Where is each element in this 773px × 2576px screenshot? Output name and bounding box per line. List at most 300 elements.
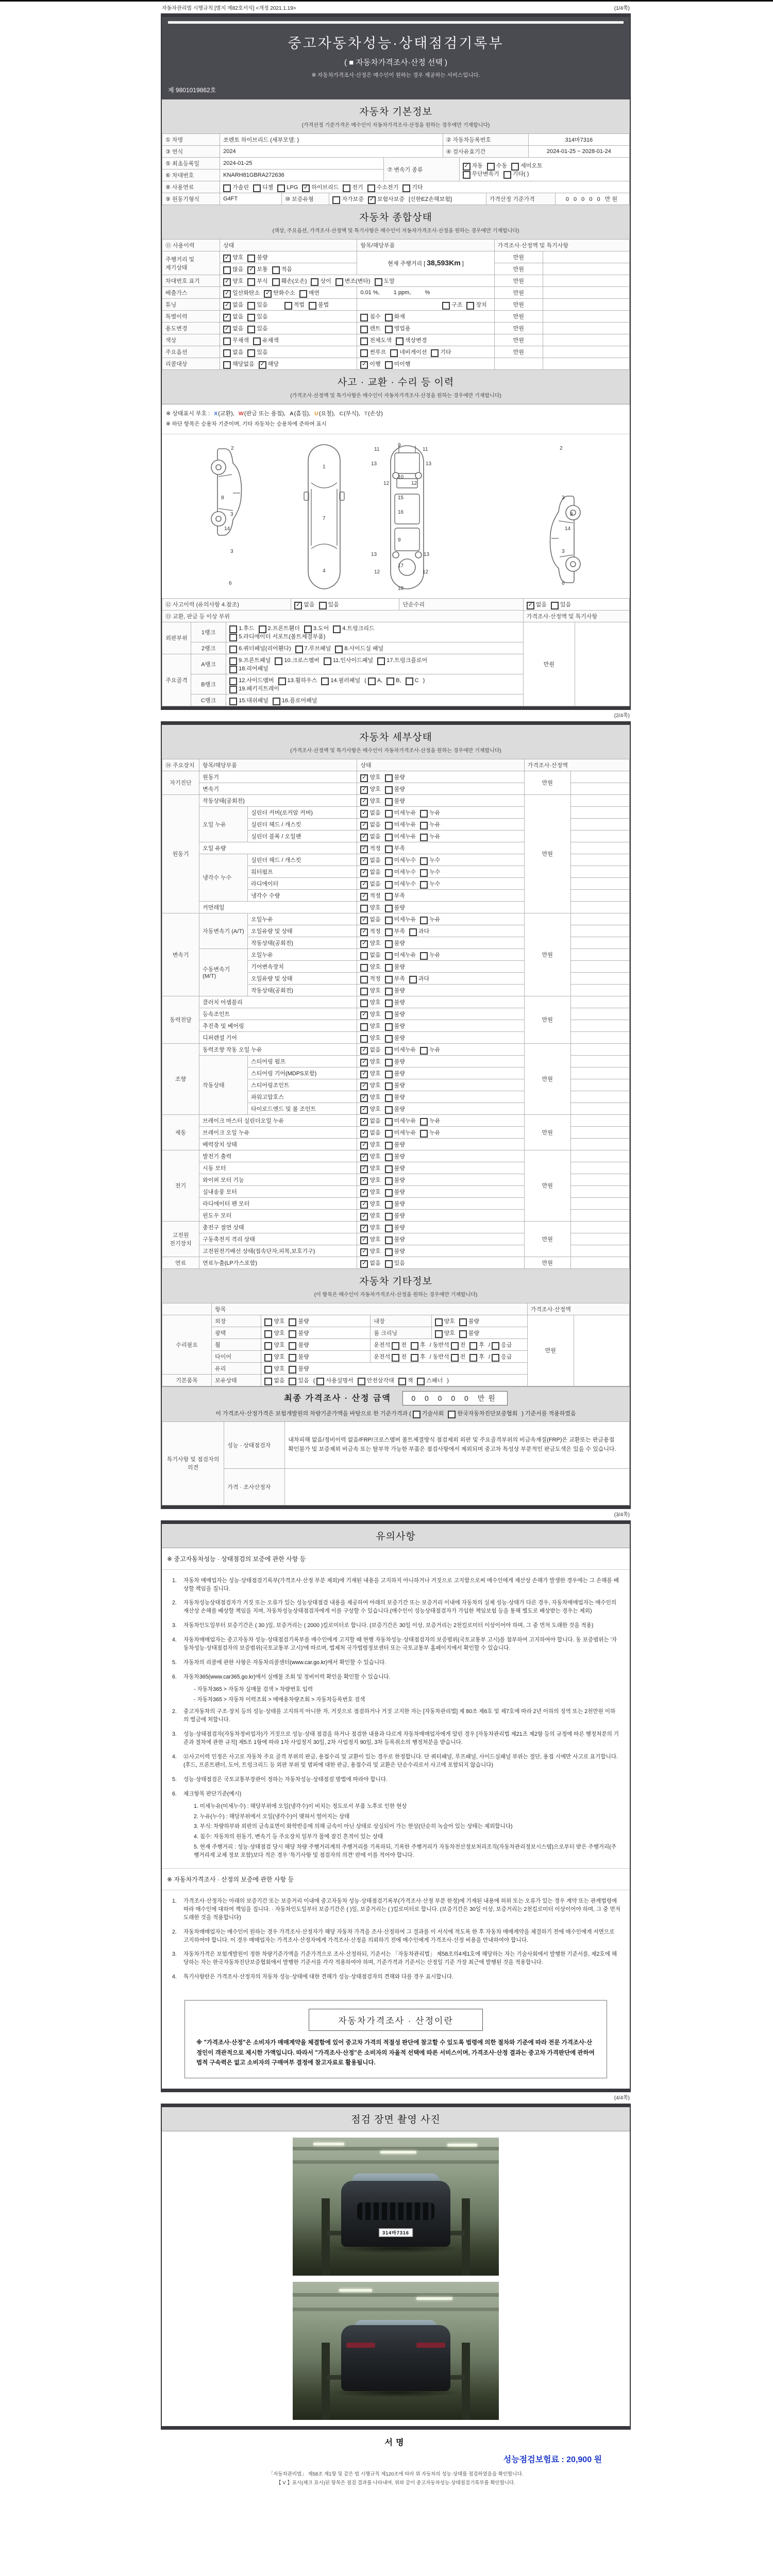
checkbox-option[interactable]: [259, 360, 279, 368]
checkbox[interactable]: [448, 1411, 456, 1418]
checkbox[interactable]: ✓: [360, 361, 368, 369]
checkbox-option[interactable]: [264, 1376, 284, 1384]
checkbox[interactable]: [409, 928, 417, 936]
checkbox-option[interactable]: [360, 1223, 380, 1231]
checkbox[interactable]: [247, 349, 255, 357]
checkbox-option[interactable]: [385, 1188, 405, 1196]
checkbox[interactable]: ✓: [259, 361, 266, 369]
checkbox-option[interactable]: [360, 832, 380, 840]
checkbox[interactable]: [299, 290, 307, 298]
checkbox-option[interactable]: [229, 664, 268, 672]
checkbox-option[interactable]: [360, 1057, 380, 1065]
checkbox-option[interactable]: [385, 844, 405, 852]
checkbox-option[interactable]: [469, 1341, 484, 1349]
checkbox-option[interactable]: [385, 1128, 416, 1137]
checkbox-option[interactable]: [411, 1341, 426, 1349]
checkbox[interactable]: [420, 822, 428, 829]
checkbox-option[interactable]: [358, 1376, 394, 1384]
checkbox-option[interactable]: [278, 676, 317, 684]
checkbox[interactable]: [385, 1023, 393, 1031]
checkbox[interactable]: [492, 1342, 499, 1350]
checkbox-option[interactable]: [466, 300, 486, 309]
checkbox[interactable]: ✓: [223, 290, 231, 298]
checkbox[interactable]: [551, 602, 559, 609]
checkbox-option[interactable]: [264, 1364, 284, 1372]
checkbox-option[interactable]: [487, 161, 507, 170]
checkbox-option[interactable]: [392, 1352, 407, 1361]
checkbox[interactable]: ✓: [360, 1011, 368, 1019]
checkbox-option[interactable]: [360, 820, 380, 828]
checkbox[interactable]: [420, 810, 428, 818]
checkbox-option[interactable]: [375, 277, 395, 285]
checkbox[interactable]: [442, 302, 450, 310]
checkbox[interactable]: ✓: [223, 302, 231, 310]
checkbox[interactable]: [385, 1047, 393, 1055]
checkbox[interactable]: ✓: [360, 1260, 368, 1268]
checkbox[interactable]: ✓: [360, 810, 368, 818]
checkbox-option[interactable]: [398, 1376, 413, 1384]
checkbox-option[interactable]: [289, 1352, 309, 1361]
checkbox[interactable]: [385, 928, 393, 936]
checkbox[interactable]: [385, 1071, 393, 1078]
checkbox[interactable]: [385, 976, 393, 984]
checkbox-option[interactable]: [302, 183, 339, 191]
checkbox[interactable]: [420, 1047, 428, 1055]
checkbox[interactable]: [411, 1342, 418, 1350]
checkbox-option[interactable]: [385, 1010, 405, 1018]
checkbox[interactable]: [385, 1011, 393, 1019]
checkbox-option[interactable]: [385, 939, 405, 947]
checkbox[interactable]: [247, 314, 255, 321]
checkbox-option[interactable]: [223, 253, 243, 261]
checkbox[interactable]: ✓: [360, 940, 368, 948]
checkbox-option[interactable]: [316, 1376, 353, 1384]
checkbox[interactable]: [284, 302, 292, 310]
checkbox[interactable]: ✓: [360, 1059, 368, 1066]
checkbox[interactable]: ✓: [360, 845, 368, 853]
checkbox-option[interactable]: [223, 289, 260, 297]
checkbox[interactable]: [324, 657, 331, 665]
checkbox[interactable]: [367, 184, 375, 192]
checkbox[interactable]: [385, 1106, 393, 1114]
checkbox[interactable]: ✓: [360, 1082, 368, 1090]
checkbox[interactable]: [289, 1366, 296, 1374]
checkbox-option[interactable]: [253, 183, 273, 191]
checkbox-option[interactable]: [385, 962, 405, 971]
checkbox-option[interactable]: [385, 903, 405, 911]
checkbox[interactable]: [420, 1118, 428, 1126]
checkbox-option[interactable]: [223, 265, 243, 273]
checkbox-option[interactable]: [229, 644, 291, 652]
checkbox[interactable]: [459, 1330, 467, 1338]
checkbox[interactable]: [385, 988, 393, 995]
checkbox-option[interactable]: [360, 773, 380, 781]
checkbox-option[interactable]: [385, 1105, 405, 1113]
checkbox-option[interactable]: [289, 1364, 309, 1372]
checkbox[interactable]: [223, 337, 231, 345]
checkbox[interactable]: [385, 1213, 393, 1221]
checkbox[interactable]: [289, 1330, 296, 1338]
checkbox[interactable]: ✓: [360, 1225, 368, 1232]
checkbox[interactable]: ✓: [360, 786, 368, 794]
checkbox[interactable]: [247, 302, 255, 310]
checkbox[interactable]: ✓: [360, 1154, 368, 1161]
checkbox-option[interactable]: [319, 600, 339, 608]
checkbox[interactable]: ✓: [360, 1142, 368, 1149]
checkbox[interactable]: ✓: [368, 196, 376, 204]
checkbox[interactable]: [385, 1225, 393, 1232]
checkbox-option[interactable]: [324, 656, 373, 664]
checkbox-option[interactable]: [435, 1317, 455, 1325]
checkbox-option[interactable]: [360, 360, 380, 368]
checkbox-option[interactable]: [360, 1093, 380, 1101]
checkbox-option[interactable]: [284, 300, 305, 309]
checkbox[interactable]: [463, 171, 470, 179]
checkbox[interactable]: [377, 657, 385, 665]
checkbox-option[interactable]: [492, 1352, 512, 1361]
checkbox-option[interactable]: [385, 773, 405, 781]
checkbox[interactable]: [451, 1342, 459, 1350]
checkbox-option[interactable]: [360, 1259, 380, 1267]
checkbox[interactable]: [277, 184, 285, 192]
checkbox-option[interactable]: [223, 348, 243, 356]
checkbox[interactable]: [385, 326, 393, 333]
checkbox[interactable]: [360, 349, 368, 357]
checkbox[interactable]: [420, 834, 428, 841]
checkbox-option[interactable]: [253, 336, 279, 344]
checkbox[interactable]: [264, 1330, 272, 1338]
checkbox-option[interactable]: [368, 195, 405, 203]
checkbox-option[interactable]: [420, 1128, 440, 1137]
checkbox-option[interactable]: [406, 677, 419, 684]
checkbox[interactable]: [272, 266, 280, 274]
checkbox-option[interactable]: [385, 879, 416, 888]
checkbox[interactable]: [264, 1378, 272, 1385]
checkbox-option[interactable]: [223, 312, 243, 320]
checkbox[interactable]: [385, 1201, 393, 1209]
checkbox[interactable]: ✓: [360, 893, 368, 901]
checkbox-option[interactable]: [360, 808, 380, 817]
checkbox-option[interactable]: [385, 927, 405, 935]
checkbox-option[interactable]: [273, 696, 317, 704]
checkbox[interactable]: [319, 602, 327, 609]
checkbox-option[interactable]: [277, 184, 298, 191]
checkbox[interactable]: [311, 278, 318, 286]
checkbox-option[interactable]: [385, 324, 411, 332]
checkbox[interactable]: [492, 1354, 499, 1362]
checkbox[interactable]: [253, 337, 261, 345]
checkbox-option[interactable]: [229, 656, 271, 664]
checkbox[interactable]: [223, 184, 231, 192]
checkbox[interactable]: [385, 786, 393, 794]
checkbox-option[interactable]: [448, 1409, 517, 1417]
checkbox[interactable]: [385, 881, 393, 889]
checkbox-option[interactable]: [360, 324, 380, 332]
checkbox-option[interactable]: [335, 277, 371, 285]
checkbox-option[interactable]: [503, 170, 529, 178]
checkbox-option[interactable]: [469, 1352, 484, 1361]
checkbox[interactable]: ✓: [360, 1213, 368, 1221]
checkbox[interactable]: [413, 1411, 421, 1418]
checkbox-option[interactable]: [247, 300, 267, 309]
checkbox-option[interactable]: [360, 998, 380, 1006]
checkbox-option[interactable]: [304, 624, 329, 632]
checkbox-option[interactable]: [360, 939, 380, 947]
checkbox-option[interactable]: [385, 820, 416, 828]
checkbox-option[interactable]: [385, 915, 416, 923]
checkbox-option[interactable]: [360, 927, 380, 935]
checkbox-option[interactable]: [385, 856, 416, 864]
checkbox[interactable]: [385, 1082, 393, 1090]
checkbox[interactable]: [385, 1165, 393, 1173]
checkbox[interactable]: [289, 1378, 296, 1385]
checkbox-option[interactable]: [311, 277, 331, 285]
checkbox-option[interactable]: [332, 195, 364, 203]
checkbox-option[interactable]: [360, 1188, 380, 1196]
checkbox-option[interactable]: [385, 974, 405, 982]
checkbox-option[interactable]: [385, 1093, 405, 1101]
checkbox[interactable]: [253, 184, 261, 192]
checkbox-option[interactable]: [385, 808, 416, 817]
checkbox[interactable]: ✓: [360, 928, 368, 936]
checkbox[interactable]: [385, 822, 393, 829]
checkbox-option[interactable]: [360, 1045, 380, 1054]
checkbox[interactable]: [273, 698, 280, 705]
checkbox-option[interactable]: [247, 312, 267, 320]
checkbox[interactable]: [264, 1342, 272, 1350]
checkbox-option[interactable]: [392, 1341, 407, 1349]
checkbox-option[interactable]: [385, 891, 405, 900]
checkbox[interactable]: [223, 266, 231, 274]
checkbox[interactable]: ✓: [360, 1236, 368, 1244]
checkbox[interactable]: [435, 1318, 443, 1326]
checkbox[interactable]: [385, 964, 393, 972]
checkbox[interactable]: [385, 774, 393, 782]
checkbox[interactable]: [229, 698, 237, 705]
checkbox-option[interactable]: [294, 600, 314, 608]
checkbox[interactable]: [289, 1342, 296, 1350]
checkbox-option[interactable]: [321, 676, 360, 684]
checkbox[interactable]: [229, 666, 237, 673]
checkbox-option[interactable]: [459, 1317, 479, 1325]
checkbox[interactable]: [385, 798, 393, 806]
checkbox-option[interactable]: [264, 1341, 284, 1349]
checkbox[interactable]: [459, 1318, 467, 1326]
checkbox-option[interactable]: [247, 324, 267, 332]
checkbox-option[interactable]: [385, 1235, 405, 1243]
checkbox-option[interactable]: [385, 1033, 405, 1042]
checkbox[interactable]: [385, 834, 393, 841]
checkbox[interactable]: [469, 1342, 477, 1350]
checkbox-option[interactable]: [229, 632, 325, 640]
checkbox[interactable]: ✓: [360, 881, 368, 889]
checkbox-option[interactable]: [264, 1329, 284, 1337]
checkbox-option[interactable]: [367, 183, 399, 191]
checkbox-option[interactable]: [463, 161, 483, 170]
checkbox[interactable]: [420, 881, 428, 889]
checkbox-option[interactable]: [385, 1247, 405, 1255]
checkbox[interactable]: [385, 1059, 393, 1066]
checkbox[interactable]: ✓: [463, 163, 470, 171]
checkbox[interactable]: [385, 1189, 393, 1197]
checkbox[interactable]: ✓: [247, 266, 255, 274]
checkbox[interactable]: ✓: [360, 1071, 368, 1078]
checkbox-option[interactable]: [385, 832, 416, 840]
checkbox[interactable]: ✓: [360, 1047, 368, 1055]
checkbox-option[interactable]: [360, 1128, 380, 1137]
checkbox[interactable]: [295, 646, 303, 653]
checkbox-option[interactable]: [385, 312, 405, 320]
checkbox-option[interactable]: [385, 1069, 405, 1077]
checkbox[interactable]: [420, 952, 428, 960]
checkbox[interactable]: [431, 349, 439, 357]
checkbox-option[interactable]: [368, 677, 382, 684]
checkbox-option[interactable]: [420, 808, 440, 817]
checkbox-option[interactable]: [386, 677, 401, 684]
checkbox[interactable]: ✓: [527, 602, 534, 609]
checkbox-option[interactable]: [385, 1164, 405, 1172]
checkbox[interactable]: [289, 1354, 296, 1362]
checkbox-option[interactable]: [360, 856, 380, 864]
checkbox-option[interactable]: [360, 1033, 380, 1042]
checkbox[interactable]: [360, 326, 368, 333]
checkbox-option[interactable]: [385, 1223, 405, 1231]
checkbox-option[interactable]: [451, 1352, 466, 1361]
checkbox-option[interactable]: [417, 1376, 443, 1384]
checkbox[interactable]: [411, 1354, 418, 1362]
checkbox[interactable]: [420, 857, 428, 865]
checkbox[interactable]: [385, 857, 393, 865]
checkbox-option[interactable]: [431, 348, 451, 356]
checkbox[interactable]: [316, 1378, 324, 1385]
checkbox-option[interactable]: [309, 300, 329, 309]
checkbox-option[interactable]: [396, 336, 427, 344]
checkbox-option[interactable]: [223, 324, 243, 332]
checkbox[interactable]: [385, 917, 393, 924]
checkbox[interactable]: [360, 964, 368, 972]
checkbox[interactable]: ✓: [223, 255, 231, 262]
checkbox-option[interactable]: [272, 277, 307, 285]
checkbox-option[interactable]: [264, 1317, 284, 1325]
checkbox-option[interactable]: [420, 879, 440, 888]
checkbox-option[interactable]: [223, 183, 249, 191]
checkbox[interactable]: [392, 1354, 399, 1362]
checkbox[interactable]: [396, 337, 404, 345]
checkbox-option[interactable]: [223, 360, 255, 368]
checkbox-option[interactable]: [247, 265, 267, 273]
checkbox[interactable]: [385, 1236, 393, 1244]
checkbox-option[interactable]: [409, 927, 429, 935]
checkbox[interactable]: ✓: [223, 326, 231, 333]
checkbox[interactable]: ✓: [360, 1118, 368, 1126]
checkbox-option[interactable]: [385, 1057, 405, 1065]
checkbox[interactable]: [360, 337, 368, 345]
checkbox-option[interactable]: [229, 676, 274, 684]
checkbox-option[interactable]: [551, 600, 571, 608]
checkbox[interactable]: ✓: [360, 822, 368, 829]
checkbox-option[interactable]: [360, 879, 380, 888]
checkbox-option[interactable]: [360, 1010, 380, 1018]
checkbox[interactable]: [360, 952, 368, 960]
checkbox-option[interactable]: [420, 1116, 440, 1125]
checkbox[interactable]: [247, 278, 255, 286]
checkbox[interactable]: [332, 196, 340, 204]
checkbox-option[interactable]: [360, 962, 380, 971]
checkbox-option[interactable]: [223, 277, 243, 285]
checkbox[interactable]: ✓: [223, 314, 231, 321]
checkbox[interactable]: [385, 940, 393, 948]
checkbox[interactable]: [335, 646, 343, 653]
checkbox-option[interactable]: [360, 312, 380, 320]
checkbox[interactable]: [402, 184, 410, 192]
checkbox[interactable]: [247, 326, 255, 333]
checkbox-option[interactable]: [385, 1211, 405, 1219]
checkbox-option[interactable]: [360, 1022, 380, 1030]
checkbox-option[interactable]: [463, 170, 499, 178]
checkbox-option[interactable]: [289, 1317, 309, 1325]
checkbox-option[interactable]: [335, 644, 383, 652]
checkbox[interactable]: [264, 1366, 272, 1374]
checkbox[interactable]: [385, 869, 393, 877]
checkbox-option[interactable]: [360, 785, 380, 793]
checkbox-option[interactable]: [264, 289, 295, 297]
checkbox[interactable]: [385, 893, 393, 901]
checkbox-option[interactable]: [360, 1069, 380, 1077]
checkbox-option[interactable]: [420, 1045, 440, 1054]
checkbox-option[interactable]: [295, 644, 331, 652]
checkbox-option[interactable]: [459, 1329, 479, 1337]
checkbox[interactable]: [406, 677, 413, 685]
checkbox-option[interactable]: [527, 600, 547, 608]
checkbox-option[interactable]: [272, 265, 292, 273]
checkbox-option[interactable]: [360, 1152, 380, 1160]
checkbox-option[interactable]: [435, 1329, 455, 1337]
checkbox[interactable]: [360, 988, 368, 995]
checkbox[interactable]: [420, 917, 428, 924]
checkbox-option[interactable]: [411, 1352, 426, 1361]
checkbox-option[interactable]: [420, 951, 440, 959]
checkbox-option[interactable]: [385, 998, 405, 1006]
checkbox[interactable]: ✓: [360, 1189, 368, 1197]
checkbox[interactable]: [398, 1378, 406, 1385]
checkbox[interactable]: [360, 976, 368, 984]
checkbox[interactable]: ✓: [360, 1130, 368, 1138]
checkbox[interactable]: [385, 1177, 393, 1185]
checkbox-option[interactable]: [385, 868, 416, 876]
checkbox-option[interactable]: [360, 1164, 380, 1172]
checkbox-option[interactable]: [229, 624, 254, 632]
checkbox[interactable]: [229, 646, 237, 653]
checkbox[interactable]: [309, 302, 316, 310]
checkbox-option[interactable]: [442, 300, 462, 309]
checkbox[interactable]: ✓: [294, 602, 302, 609]
checkbox[interactable]: [247, 255, 255, 262]
checkbox-option[interactable]: [420, 915, 440, 923]
checkbox[interactable]: [368, 677, 376, 685]
checkbox-option[interactable]: [360, 951, 380, 959]
checkbox[interactable]: [223, 361, 231, 369]
checkbox[interactable]: ✓: [360, 1177, 368, 1185]
checkbox-option[interactable]: [360, 986, 380, 994]
checkbox[interactable]: [420, 869, 428, 877]
checkbox-option[interactable]: [360, 1211, 380, 1219]
checkbox[interactable]: [275, 657, 282, 665]
checkbox-option[interactable]: [385, 1140, 405, 1148]
checkbox-option[interactable]: [385, 1116, 416, 1125]
checkbox[interactable]: ✓: [360, 869, 368, 877]
checkbox[interactable]: [469, 1354, 477, 1362]
checkbox-option[interactable]: [247, 277, 267, 285]
